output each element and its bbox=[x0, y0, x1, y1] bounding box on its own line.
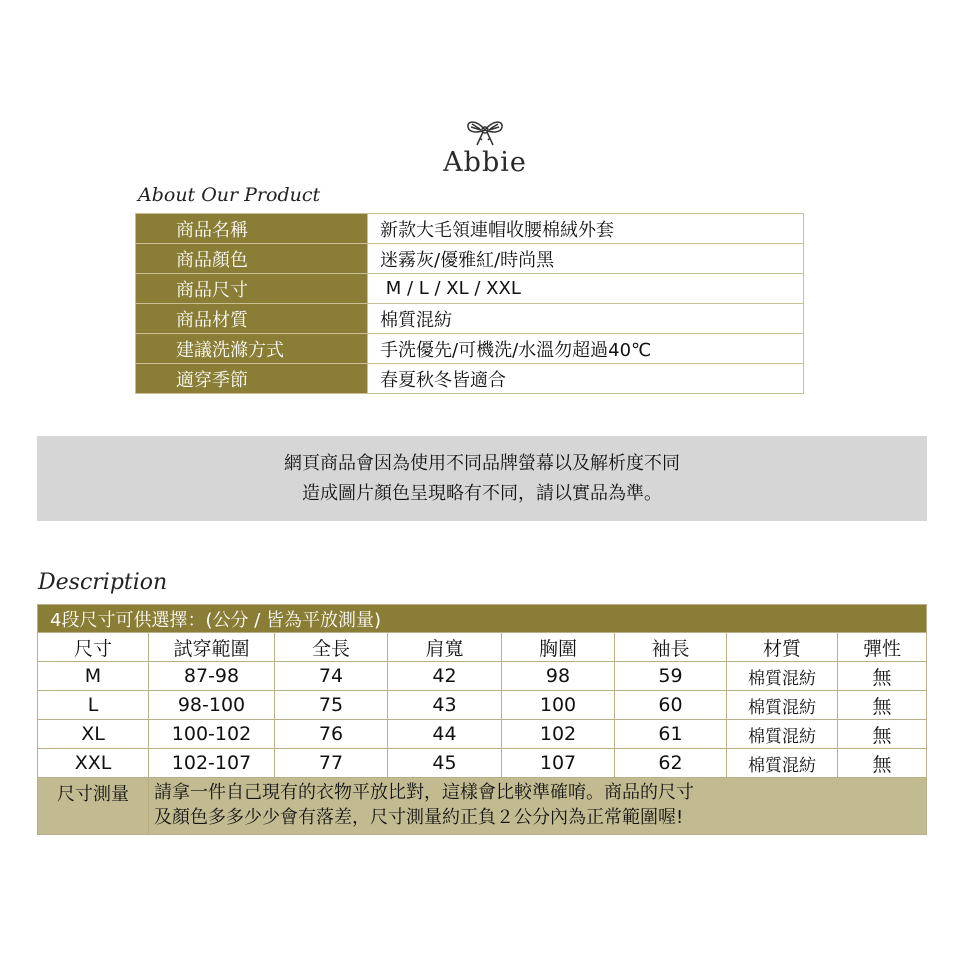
elasticity-cell: 無 bbox=[838, 691, 927, 720]
size-cell: XXL bbox=[38, 749, 149, 778]
table-row bbox=[136, 364, 804, 394]
column-header: 肩寬 bbox=[388, 633, 502, 662]
notice-line: 網頁商品會因為使用不同品牌螢幕以及解析度不同 bbox=[284, 453, 680, 474]
info-key: 適穿季節 bbox=[136, 364, 368, 394]
description-heading: Description bbox=[38, 570, 168, 595]
size-chart-header-row bbox=[38, 633, 927, 662]
column-header: 材質 bbox=[727, 633, 838, 662]
bow-icon bbox=[463, 116, 507, 148]
notice-line: 造成圖片顏色呈現略有不同，請以實品為準。 bbox=[302, 483, 662, 504]
length-cell: 74 bbox=[275, 662, 388, 691]
range-cell: 98-100 bbox=[149, 691, 275, 720]
info-key: 商品名稱 bbox=[136, 214, 368, 244]
table-row bbox=[38, 662, 927, 691]
elasticity-cell: 無 bbox=[838, 662, 927, 691]
length-cell: 76 bbox=[275, 720, 388, 749]
size-cell: XL bbox=[38, 720, 149, 749]
shoulder-cell: 43 bbox=[388, 691, 502, 720]
chest-cell: 102 bbox=[502, 720, 615, 749]
length-cell: 77 bbox=[275, 749, 388, 778]
size-chart-table bbox=[37, 604, 927, 835]
info-value: 手洗優先/可機洗/水溫勿超過40℃ bbox=[368, 334, 804, 364]
column-header: 試穿範圍 bbox=[149, 633, 275, 662]
length-cell: 75 bbox=[275, 691, 388, 720]
brand-logo bbox=[430, 116, 540, 178]
chest-cell: 98 bbox=[502, 662, 615, 691]
column-header: 胸圍 bbox=[502, 633, 615, 662]
table-row bbox=[136, 334, 804, 364]
color-notice bbox=[37, 436, 927, 521]
table-row bbox=[136, 304, 804, 334]
sleeve-cell: 62 bbox=[615, 749, 727, 778]
shoulder-cell: 45 bbox=[388, 749, 502, 778]
table-row bbox=[136, 244, 804, 274]
product-info-table bbox=[135, 213, 804, 394]
size-cell: L bbox=[38, 691, 149, 720]
range-cell: 102-107 bbox=[149, 749, 275, 778]
elasticity-cell: 無 bbox=[838, 720, 927, 749]
material-cell: 棉質混紡 bbox=[727, 720, 838, 749]
range-cell: 100-102 bbox=[149, 720, 275, 749]
chest-cell: 107 bbox=[502, 749, 615, 778]
measurement-note-label: 尺寸測量 bbox=[38, 778, 149, 835]
info-value: 迷霧灰/優雅紅/時尚黑 bbox=[368, 244, 804, 274]
table-row bbox=[136, 214, 804, 244]
shoulder-cell: 42 bbox=[388, 662, 502, 691]
note-line: 請拿一件自己現有的衣物平放比對，這樣會比較準確唷。商品的尺寸 bbox=[154, 782, 694, 803]
shoulder-cell: 44 bbox=[388, 720, 502, 749]
brand-name: Abbie bbox=[443, 147, 527, 178]
info-value: 棉質混紡 bbox=[368, 304, 804, 334]
sleeve-cell: 61 bbox=[615, 720, 727, 749]
size-chart-title: 4段尺寸可供選擇：(公分 / 皆為平放測量) bbox=[38, 605, 927, 633]
column-header: 袖長 bbox=[615, 633, 727, 662]
column-header: 彈性 bbox=[838, 633, 927, 662]
column-header: 尺寸 bbox=[38, 633, 149, 662]
info-key: 商品顏色 bbox=[136, 244, 368, 274]
sleeve-cell: 59 bbox=[615, 662, 727, 691]
table-row bbox=[136, 274, 804, 304]
info-key: 建議洗滌方式 bbox=[136, 334, 368, 364]
table-row bbox=[38, 749, 927, 778]
size-cell: M bbox=[38, 662, 149, 691]
info-key: 商品材質 bbox=[136, 304, 368, 334]
table-row bbox=[38, 691, 927, 720]
info-value: 春夏秋冬皆適合 bbox=[368, 364, 804, 394]
size-chart-title-row bbox=[38, 605, 927, 633]
note-line: 及顏色多多少少會有落差，尺寸測量約正負２公分內為正常範圍喔! bbox=[154, 807, 684, 828]
material-cell: 棉質混紡 bbox=[727, 662, 838, 691]
info-key: 商品尺寸 bbox=[136, 274, 368, 304]
material-cell: 棉質混紡 bbox=[727, 749, 838, 778]
measurement-note bbox=[149, 778, 927, 835]
material-cell: 棉質混紡 bbox=[727, 691, 838, 720]
info-value: 新款大毛領連帽收腰棉絨外套 bbox=[368, 214, 804, 244]
measurement-note-row bbox=[38, 778, 927, 835]
table-row bbox=[38, 720, 927, 749]
info-value: M / L / XL / XXL bbox=[368, 274, 804, 304]
range-cell: 87-98 bbox=[149, 662, 275, 691]
about-heading: About Our Product bbox=[138, 184, 321, 206]
column-header: 全長 bbox=[275, 633, 388, 662]
sleeve-cell: 60 bbox=[615, 691, 727, 720]
chest-cell: 100 bbox=[502, 691, 615, 720]
elasticity-cell: 無 bbox=[838, 749, 927, 778]
